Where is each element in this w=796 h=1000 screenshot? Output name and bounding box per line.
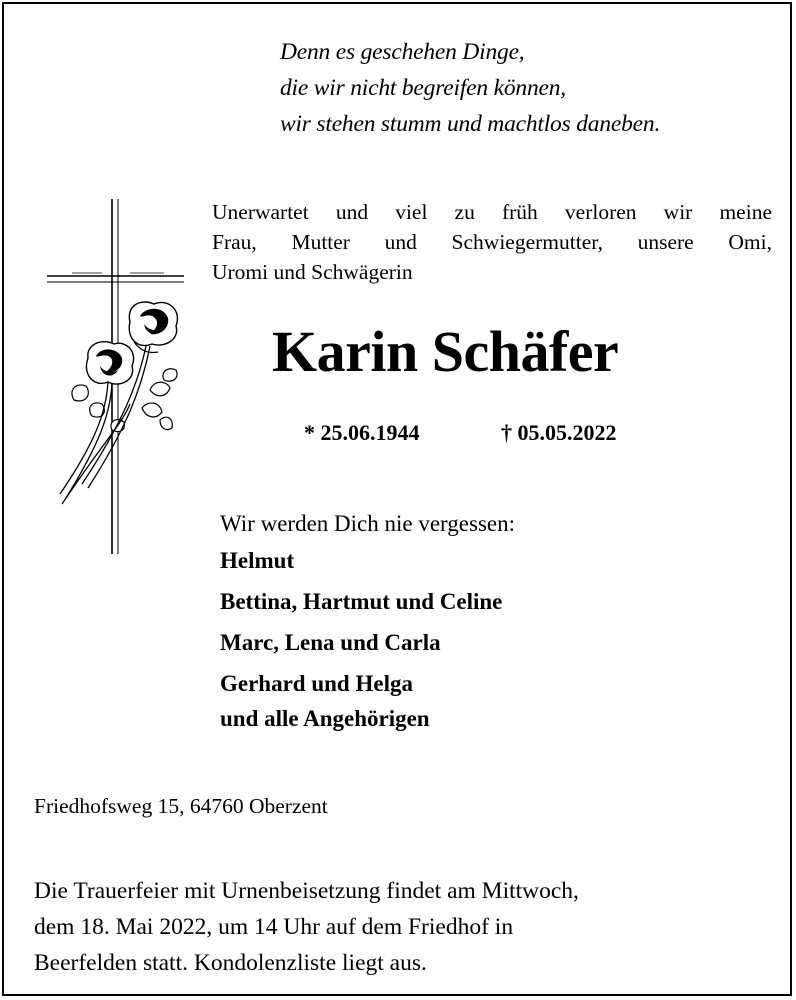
- service-line: dem 18. Mai 2022, um 14 Uhr auf dem Friedhof in: [34, 914, 514, 940]
- memorial-quote: [280, 34, 660, 142]
- mourner-name: Bettina, Hartmut und Celine: [220, 589, 503, 614]
- announcement-line: Uromi und Schwägerin: [212, 260, 413, 284]
- deceased-name: Karin Schäfer: [272, 319, 619, 384]
- mourner-name: Helmut: [220, 548, 295, 573]
- announcement-line: Unerwartet und viel zu früh verloren wir meine: [212, 200, 772, 224]
- mourner-name: Marc, Lena und Carla: [220, 630, 441, 655]
- cross-with-roses-icon: [42, 194, 192, 559]
- mourner-name: und alle Angehörigen: [220, 706, 430, 731]
- family-address: Friedhofsweg 15, 64760 Oberzent: [34, 794, 328, 818]
- service-line: Die Trauerfeier mit Urnenbeisetzung findet am Mittwoch,: [34, 878, 579, 904]
- obituary-frame: [2, 2, 792, 996]
- service-line: Beerfelden statt. Kondolenzliste liegt aus.: [34, 950, 427, 976]
- quote-line: wir stehen stumm und machtlos daneben.: [280, 111, 661, 137]
- mourners-list: [220, 546, 502, 745]
- funeral-service-text: [34, 873, 774, 981]
- death-date: † 05.05.2022: [501, 420, 617, 445]
- announcement-text: [212, 197, 772, 287]
- remembrance-heading: Wir werden Dich nie vergessen:: [220, 511, 515, 536]
- quote-line: Denn es geschehen Dinge,: [280, 39, 525, 65]
- quote-line: die wir nicht begreifen können,: [280, 75, 566, 101]
- mourner-name: Gerhard und Helga: [220, 671, 413, 696]
- announcement-line: Frau, Mutter und Schwiegermutter, unsere Omi,: [212, 230, 772, 254]
- birth-date: * 25.06.1944: [304, 420, 420, 445]
